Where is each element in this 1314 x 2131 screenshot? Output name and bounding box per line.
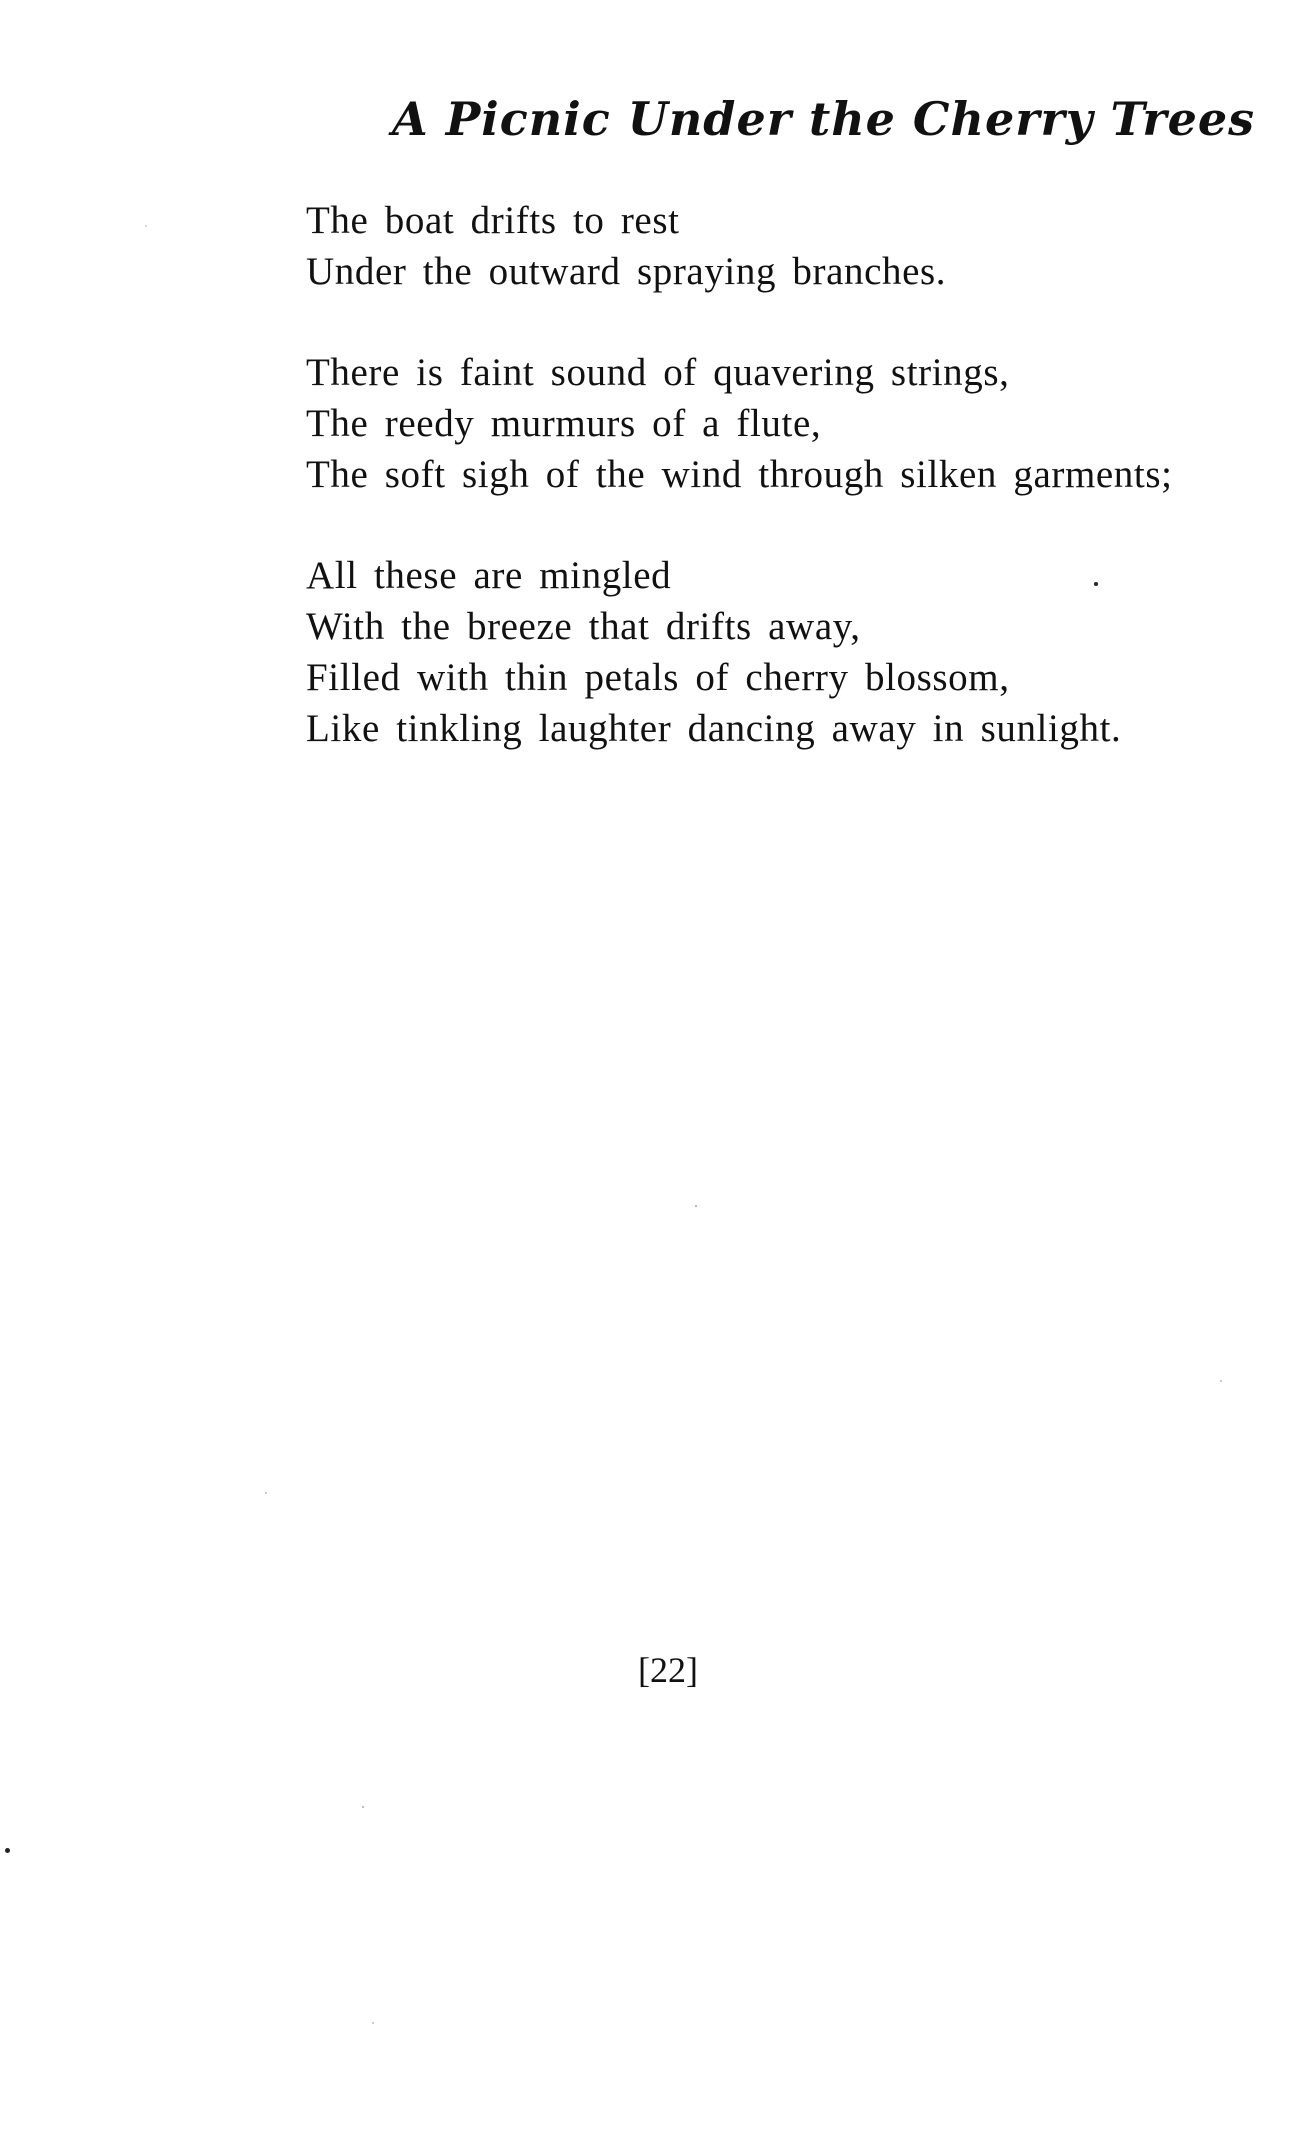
page-number [0,1648,1314,1692]
scan-speck [695,1205,697,1207]
scan-speck [1094,582,1098,586]
scan-speck [5,1848,10,1853]
stanza-1 [306,195,1306,297]
scan-speck [1220,1380,1222,1382]
poem-title: A Picnic Under the Cherry Trees [392,92,1256,146]
poem-line: Under the outward spraying branches. [306,250,947,293]
poem-body [306,195,1306,804]
scan-speck [362,1806,364,1808]
scan-speck [372,2022,374,2024]
scan-speck [265,1492,267,1494]
poem-line: The boat drifts to rest [306,199,680,242]
page-number-text: [22] [638,1650,698,1690]
poem-line: Filled with thin petals of cherry blossom, [306,656,1010,699]
poem-line: Like tinkling laughter dancing away in sunlight. [306,707,1122,750]
poem-line: The reedy murmurs of a flute, [306,402,822,445]
poem-line: With the breeze that drifts away, [306,605,861,648]
scan-speck [145,225,147,227]
poem-line: All these are mingled [306,554,672,597]
stanza-3 [306,550,1306,754]
poem-line: There is faint sound of quavering strings, [306,351,1010,394]
poem-line: The soft sigh of the wind through silken garments; [306,453,1173,496]
stanza-2 [306,347,1306,500]
